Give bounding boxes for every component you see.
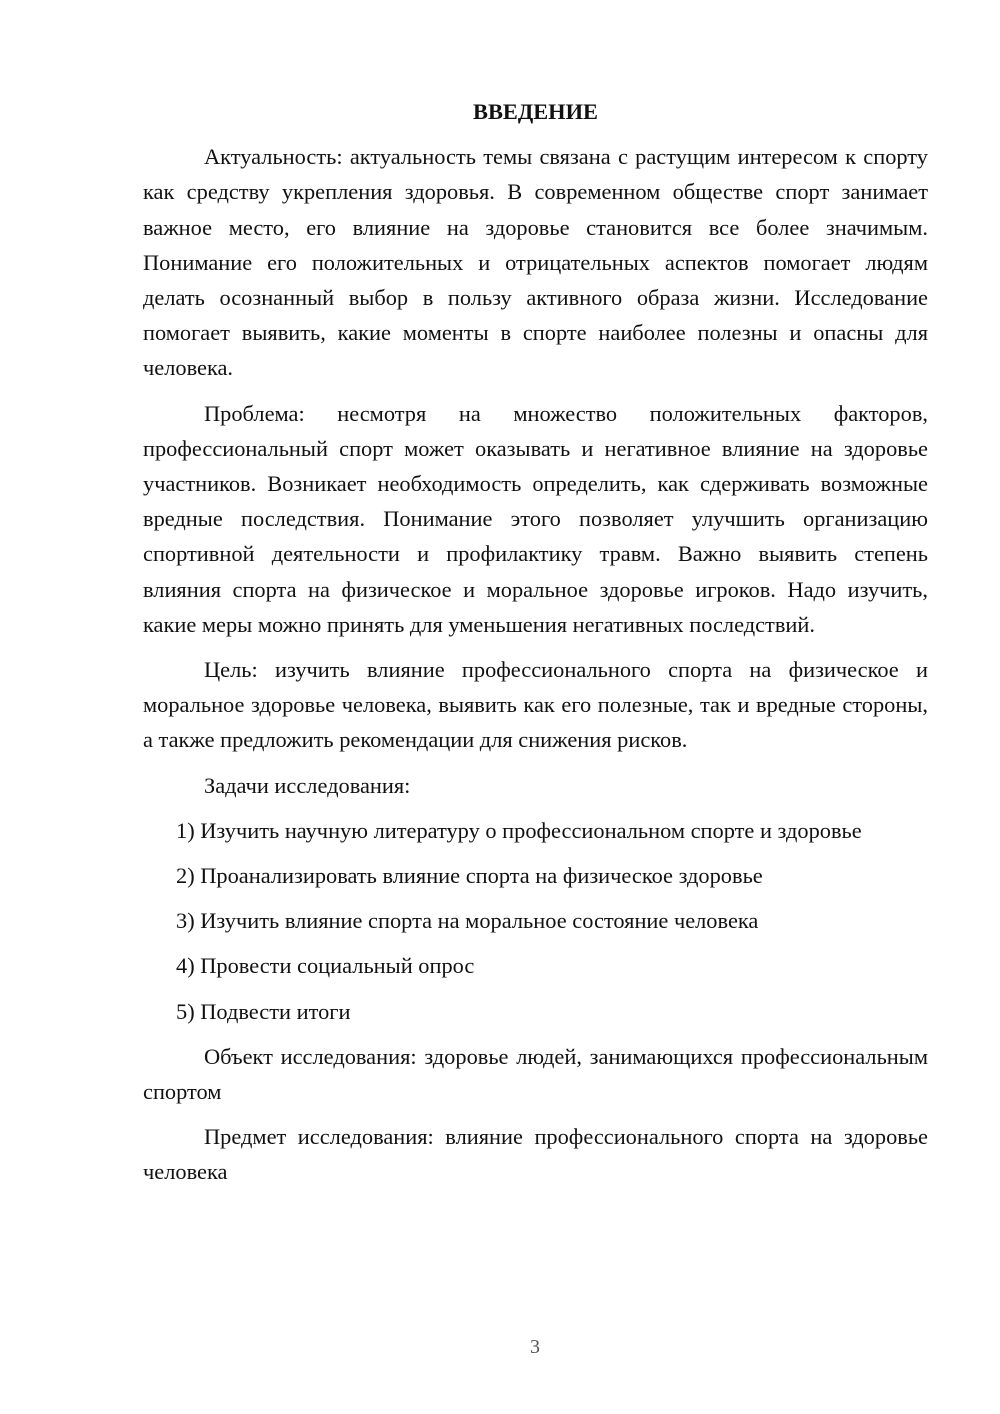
problem-paragraph: Проблема: несмотря на множество положительных факторов, профессиональный спорт может оказывать и негативное влияние на здоровье участников. Возникает необходимость определить, как сдерживать возможные вредные последствия. Понимание этого позволяет улучшить организацию спортивной деятельности и профилактику травм. Важно выявить степень влияния спорта на физическое и моральное здоровье игроков. Надо изучить, какие меры можно принять для уменьшения негативных последствий.	[143, 400, 928, 637]
task-item: 3) Изучить влияние спорта на моральное состояние человека	[176, 908, 759, 934]
subject-paragraph: Предмет исследования: влияние профессионального спорта на здоровье человека	[143, 1124, 928, 1185]
object-paragraph: Объект исследования: здоровье людей, занимающихся профессиональным спортом	[143, 1043, 928, 1105]
tasks-heading: Задачи исследования:	[204, 772, 411, 798]
task-item: 5) Подвести итоги	[176, 998, 351, 1024]
section-title: ВВЕДЕНИЕ	[473, 99, 598, 124]
task-item: 4) Провести социальный опрос	[176, 953, 475, 979]
goal-paragraph: Цель: изучить влияние профессионального спорта на физическое и моральное здоровье человека, выявить как его полезные, так и вредные стороны, а также предложить рекомендации для снижения рисков.	[143, 657, 928, 753]
task-item: 1) Изучить научную литературу о профессиональном спорте и здоровье	[176, 817, 862, 843]
task-item: 2) Проанализировать влияние спорта на физическое здоровье	[176, 863, 763, 889]
page-content	[143, 94, 928, 1200]
page-number: 3	[530, 1336, 540, 1358]
relevance-paragraph: Актуальность: актуальность темы связана с растущим интересом к спорту как средству укрепления здоровья. В современном обществе спорт занимает важное место, его влияние на здоровье становится все более значимым. Понимание его положительных и отрицательных аспектов помогает людям делать осознанный выбор в пользу активного образа жизни. Исследование помогает выявить, какие моменты в спорте наиболее полезны и опасны для человека.	[143, 144, 928, 381]
